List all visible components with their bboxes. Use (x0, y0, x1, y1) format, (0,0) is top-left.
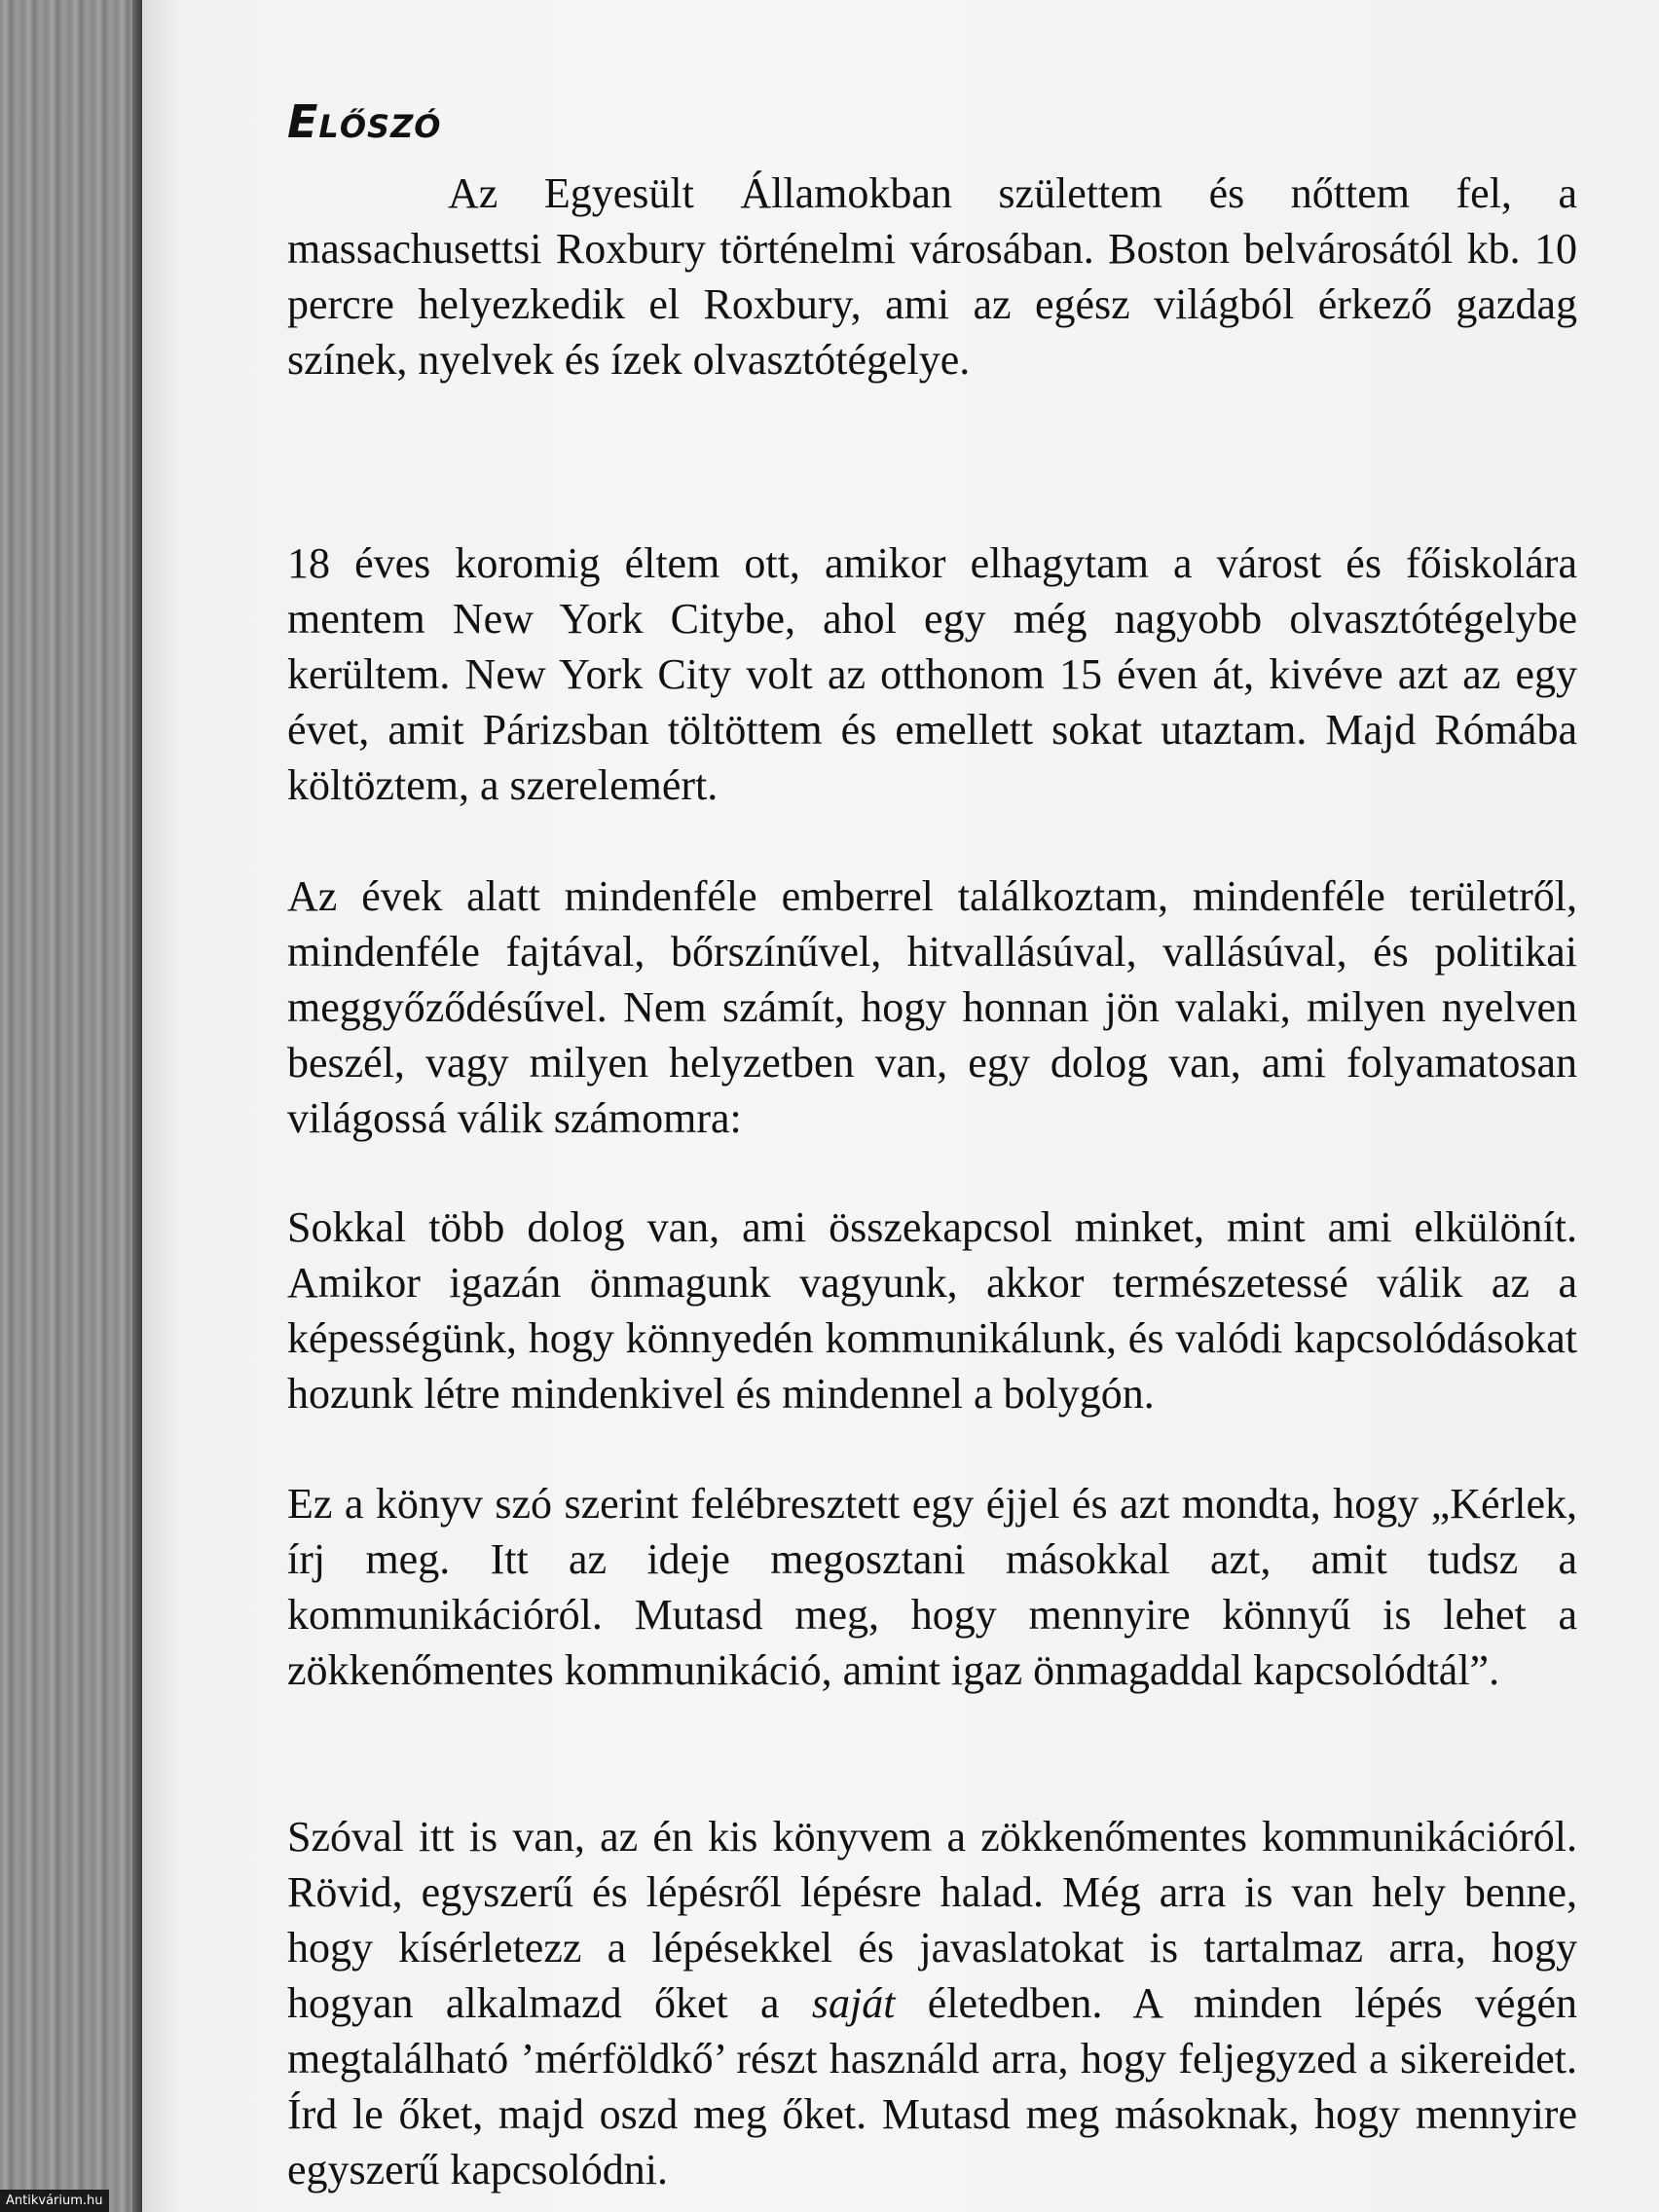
book-page (142, 0, 1659, 2212)
body-text (287, 166, 1659, 2194)
book-spine-gutter (0, 0, 142, 2212)
page-content (287, 95, 1659, 2194)
source-watermark: Antikvárium.hu (0, 2190, 109, 2212)
paragraph-3: Az évek alatt mindenféle emberrel találkoztam, mindenféle területről, mindenféle fajtával, bőrszínűvel, hitvallásúval, vallásúval, és politikai meggyőződésűvel. Nem számít, hogy honnan jön valaki, milyen nyelven beszél, vagy milyen helyzetben van, egy dolog van, ami folyamatosan világossá válik számomra: (287, 872, 1577, 1142)
paragraph-5: Ez a könyv szó szerint felébresztett egy éjjel és azt mondta, hogy „Kérlek, írj meg. Itt az ideje megosztani másokkal azt, amit tudsz a kommunikációról. Mutasd meg, hogy mennyire könnyű is lehet a zökkenőmentes kommunikáció, amint igaz önmagaddal kapcsolódtál”. (287, 1480, 1577, 1694)
paragraph-6-emphasis: saját (811, 1979, 896, 2027)
paragraph-2: 18 éves koromig éltem ott, amikor elhagytam a várost és főiskolára mentem New York Citybe, ahol egy még nagyobb olvasztótégelybe kerültem. New York City volt az otthonom 15 éven át, kivéve azt az egy évet, amit Párizsban töltöttem és emellett sokat utaztam. Majd Rómába költöztem, a szerelemért. (287, 539, 1577, 809)
paragraph-6-end: életedben. A minden lépés végén megtalálható ’mérföldkő’ részt használd arra, hogy feljegyzed a sikereidet. Írd le őket, majd oszd meg őket. Mutasd meg másoknak, hogy mennyire egyszerű kapcsolódni. (287, 1979, 1577, 2194)
paragraph-1: Az Egyesült Államokban születtem és nőttem fel, a massachusettsi Roxbury történelmi városában. Boston belvárosától kb. 10 percre helyezkedik el Roxbury, ami az egész világból érkező gazdag színek, nyelvek és ízek olvasztótégelye. (287, 169, 1577, 384)
paragraph-4: Sokkal több dolog van, ami összekapcsol minket, mint ami elkülönít. Amikor igazán önmagunk vagyunk, akkor természetessé válik az a képességünk, hogy könnyedén kommunikálunk, és valódi kapcsolódásokat hozunk létre mindenkivel és mindennel a bolygón. (287, 1203, 1577, 1418)
paragraph-6 (287, 1809, 1577, 2197)
paragraph-6-start: Szóval itt is van, az én kis könyvem a zökkenőmentes kommunikációról. Rövid, egyszerű és lépésről lépésre halad. Még arra is van hely benne, hogy kísérletezz a lépésekkel és javaslatokat is tartalmaz arra, hogy hogyan alkalmazd őket a (287, 1813, 1577, 2027)
page-heading: Előszó (287, 95, 442, 148)
